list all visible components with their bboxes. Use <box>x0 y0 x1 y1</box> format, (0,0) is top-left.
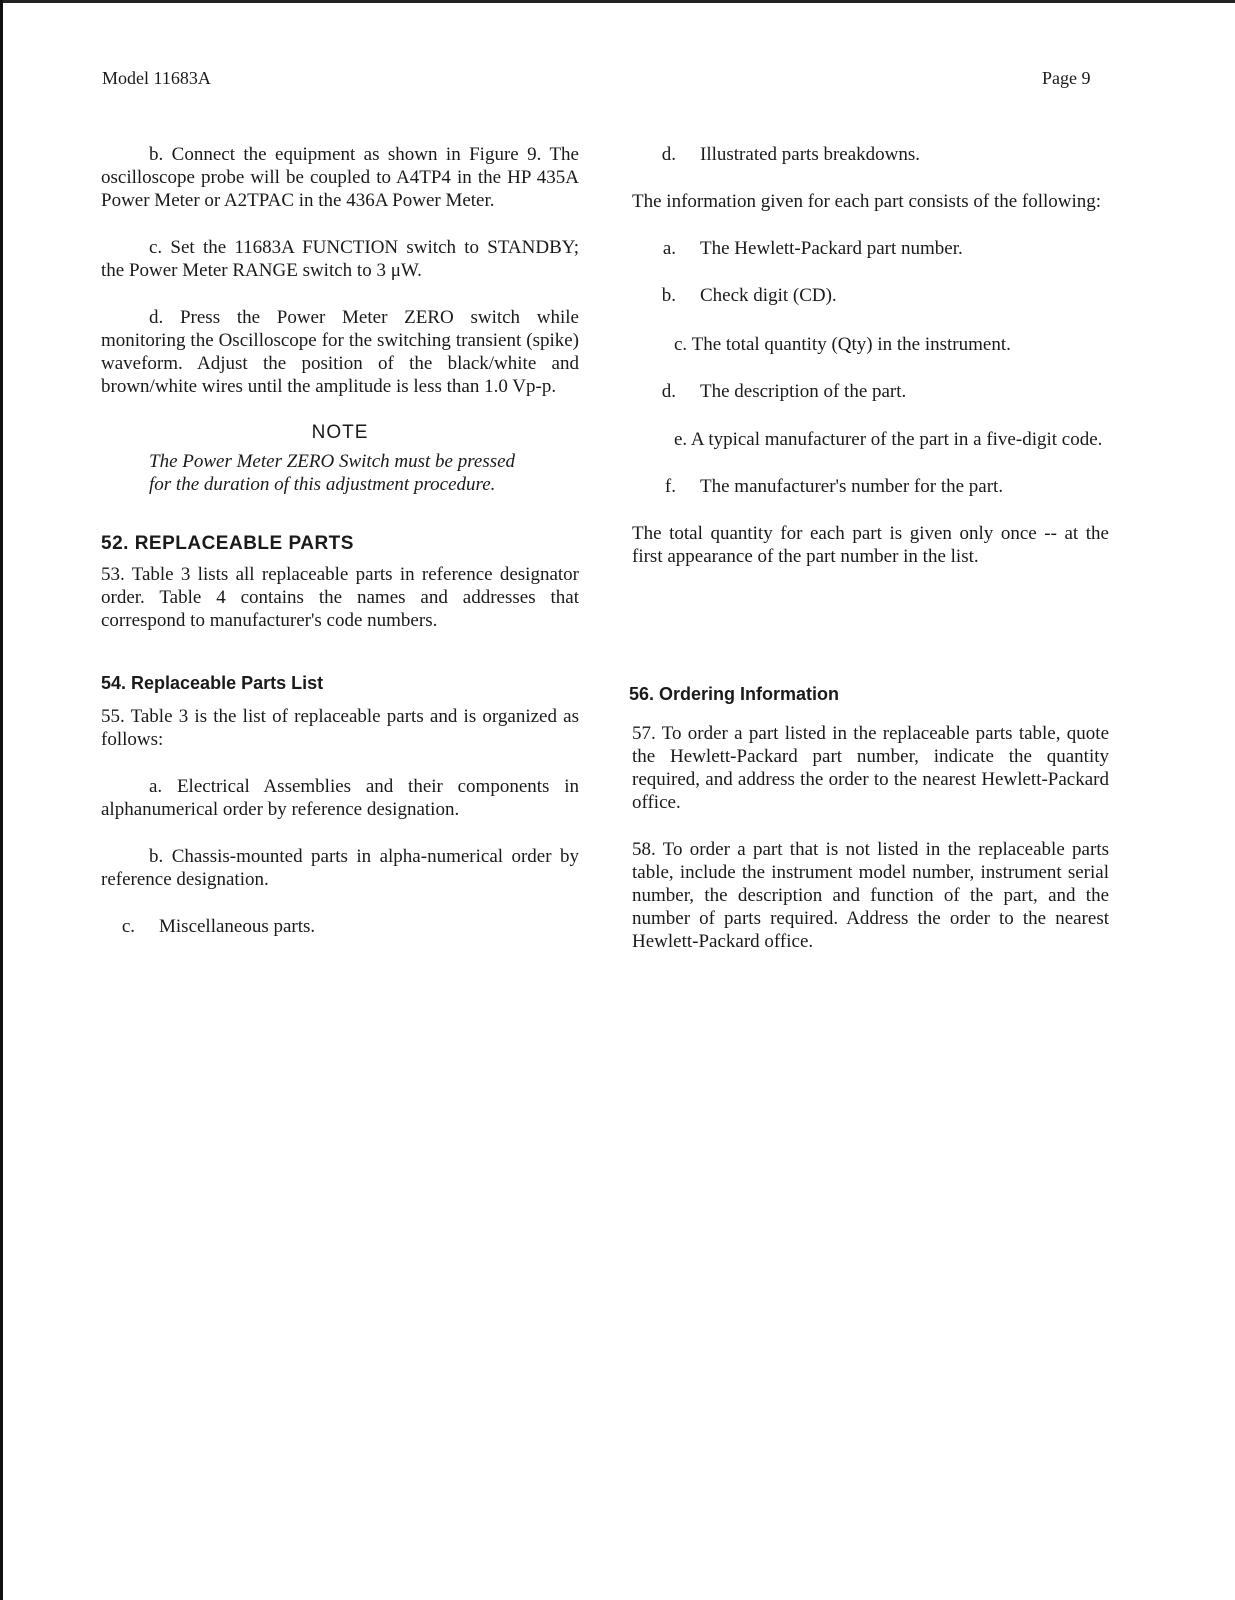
info-item-f <box>632 475 1109 498</box>
left-column <box>101 143 579 938</box>
model-header: Model 11683A <box>102 68 211 88</box>
organization-item-a: a. Electrical Assemblies and their components in alphanumerical order by reference designation. <box>101 776 579 820</box>
item-label: a. <box>662 238 676 259</box>
paragraph-58: 58. To order a part that is not listed in the replaceable parts table, include the instrument model number, instrument serial number, the description and function of the part, and the number of parts required. Address the order to the nearest Hewlett-Packard office. <box>632 839 1109 952</box>
paragraph-57: 57. To order a part listed in the replaceable parts table, quote the Hewlett-Packard part number, indicate the quantity required, and address the order to the nearest Hewlett-Packard office. <box>632 723 1109 813</box>
organization-item-b: b. Chassis-mounted parts in alpha-numerical order by reference designation. <box>101 846 579 890</box>
paragraph-55: 55. Table 3 is the list of replaceable parts and is organized as follows: <box>101 706 579 750</box>
info-item-e <box>632 428 1109 451</box>
item-label: f. <box>664 476 676 497</box>
info-item-a <box>632 237 1109 260</box>
organization-item-d <box>632 143 1109 166</box>
paragraph-step-b: b. Connect the equipment as shown in Figure 9. The oscilloscope probe will be coupled to A4TP4 in the HP 435A Power Meter or A2TPAC in the 436A Power Meter. <box>101 144 579 211</box>
info-intro: The information given for each part consists of the following: <box>632 191 1102 212</box>
item-label: d. <box>661 381 676 402</box>
item-text: Check digit (CD). <box>700 285 837 306</box>
section-54-heading: 54. Replaceable Parts List <box>101 673 324 693</box>
item-text: The total quantity (Qty) in the instrument. <box>691 334 1011 355</box>
page-number: Page 9 <box>1042 68 1091 88</box>
item-text: Illustrated parts breakdowns. <box>700 144 921 165</box>
item-text: The Hewlett-Packard part number. <box>700 238 963 259</box>
note-text: The Power Meter ZERO Switch must be pressed for the duration of this adjustment procedure. <box>149 451 516 495</box>
note-heading: NOTE <box>311 422 369 443</box>
item-label: d. <box>661 144 676 165</box>
item-label: b. <box>661 285 676 306</box>
left-border <box>0 0 3 1600</box>
item-label: c. <box>121 916 135 937</box>
right-column <box>629 143 1109 953</box>
paragraph-53: 53. Table 3 lists all replaceable parts in reference designator order. Table 4 contains the names and addresses that correspond to manufacturer's code numbers. <box>101 564 579 631</box>
info-item-b <box>632 284 1109 307</box>
item-text: The manufacturer's number for the part. <box>700 476 1004 497</box>
item-text: The description of the part. <box>700 381 907 402</box>
section-56-heading: 56. Ordering Information <box>629 684 840 704</box>
top-border <box>0 0 1235 3</box>
info-item-c <box>632 333 1109 356</box>
total-quantity-note: The total quantity for each part is given only once -- at the first appearance of the part number in the list. <box>632 523 1109 567</box>
item-text: A typical manufacturer of the part in a five-digit code. <box>690 429 1103 450</box>
item-text: Miscellaneous parts. <box>159 916 316 937</box>
paragraph-step-c: c. Set the 11683A FUNCTION switch to STANDBY; the Power Meter RANGE switch to 3 μW. <box>101 237 579 281</box>
organization-item-c <box>101 915 579 938</box>
item-label: e. <box>674 429 688 450</box>
item-label: c. <box>674 334 688 355</box>
info-item-d <box>632 380 1109 403</box>
section-52-heading: 52. REPLACEABLE PARTS <box>101 533 354 554</box>
paragraph-step-d: d. Press the Power Meter ZERO switch while monitoring the Oscilloscope for the switching transient (spike) waveform. Adjust the position of the black/white and brown/white wires until the amplitude is less than 1.0 Vp-p. <box>101 307 579 397</box>
